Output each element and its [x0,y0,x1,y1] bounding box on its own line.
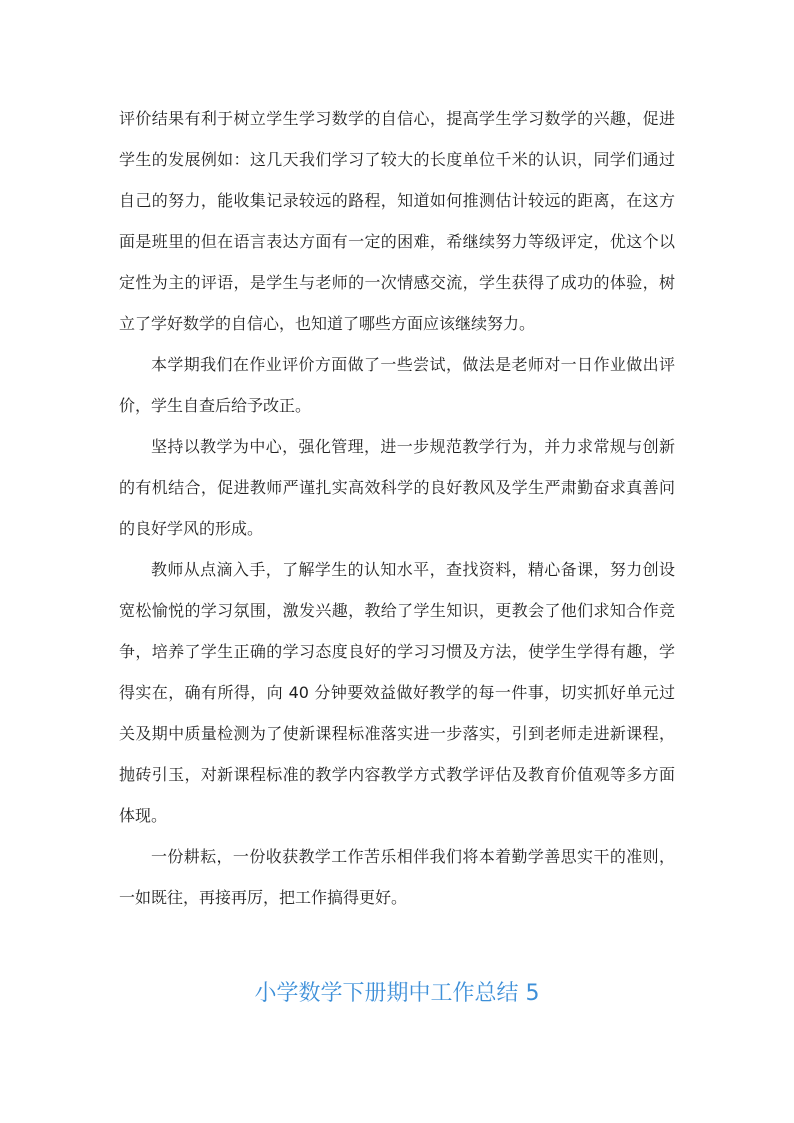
body-paragraph-4: 教师从点滴入手，了解学生的认知水平，查找资料，精心备课，努力创设宽松愉悦的学习氛围，激发兴趣，教给了学生知识，更教会了他们求知合作竞争，培养了学生正确的学习态度良好的学习习惯及方法，使学生学得有趣，学得实在，确有所得，向 40 分钟要效益做好教学的每一件事，切实抓好单元过关及期中质量检测为了使新课程标准落实进一步落实，引到老师走进新课程，抛砖引玉，对新课程标准的教学内容教学方式教学评估及教育价值观等多方面体现。 [119,560,675,825]
body-paragraph-3: 坚持以教学为中心，强化管理，进一步规范教学行为，并力求常规与创新的有机结合，促进教师严谨扎实高效科学的良好教风及学生严肃勤奋求真善问的良好学风的形成。 [119,437,675,538]
section-heading: 小学数学下册期中工作总结 5 [254,981,540,1006]
body-paragraph-1: 评价结果有利于树立学生学习数学的自信心，提高学生学习数学的兴趣，促进学生的发展例如：这几天我们学习了较大的长度单位千米的认识，同学们通过自己的努力，能收集记录较远的路程，知道如何推测估计较远的距离，在这方面是班里的但在语言表达方面有一定的困难，希继续努力等级评定，优这个以定性为主的评语，是学生与老师的一次情感交流，学生获得了成功的体验，树立了学好数学的自信心，也知道了哪些方面应该继续努力。 [119,109,675,333]
body-paragraph-5: 一份耕耘，一份收获教学工作苦乐相伴我们将本着勤学善思实干的准则，一如既往，再接再厉，把工作搞得更好。 [119,847,675,907]
body-paragraph-2: 本学期我们在作业评价方面做了一些尝试，做法是老师对一日作业做出评价，学生自查后给予改正。 [119,355,675,415]
document-body [119,98,675,918]
